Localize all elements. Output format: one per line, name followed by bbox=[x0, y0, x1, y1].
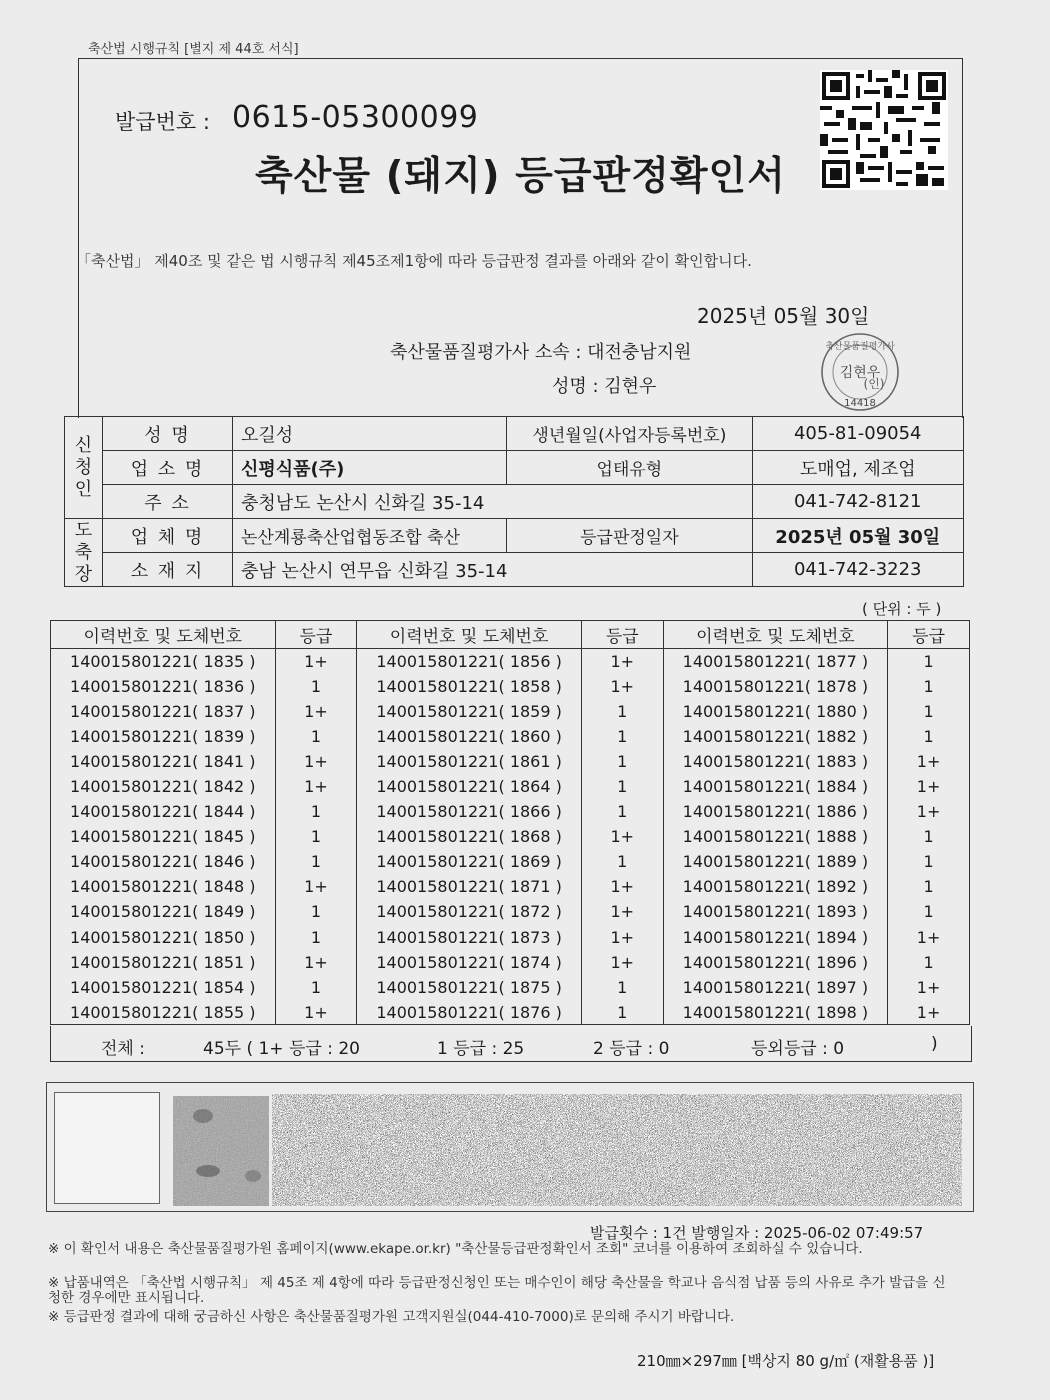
trace-number-cell: 140015801221( 1889 ) bbox=[663, 849, 888, 874]
business-type-label: 업태유형 bbox=[507, 451, 752, 485]
table-row bbox=[51, 649, 970, 674]
grade-cell: 1 bbox=[275, 799, 357, 824]
trace-number-cell: 140015801221( 1851 ) bbox=[51, 950, 276, 975]
security-pattern-noise bbox=[272, 1094, 962, 1206]
grade-cell: 1 bbox=[581, 849, 663, 874]
trace-number-cell: 140015801221( 1880 ) bbox=[663, 699, 888, 724]
official-seal-icon bbox=[818, 330, 902, 414]
table-row bbox=[51, 799, 970, 824]
trace-number-cell: 140015801221( 1878 ) bbox=[663, 674, 888, 699]
grade-cell: 1 bbox=[581, 799, 663, 824]
table-row bbox=[51, 674, 970, 699]
grade-cell: 1 bbox=[581, 1000, 663, 1025]
trace-number-cell: 140015801221( 1882 ) bbox=[663, 724, 888, 749]
grade-cell: 1 bbox=[888, 950, 970, 975]
trace-number-cell: 140015801221( 1858 ) bbox=[357, 674, 582, 699]
grade-cell: 1+ bbox=[581, 899, 663, 924]
table-row bbox=[51, 824, 970, 849]
grade-cell: 1 bbox=[581, 724, 663, 749]
slaughterhouse-company: 논산계룡축산업협동조합 축산 bbox=[233, 519, 507, 553]
applicant-info-table bbox=[64, 416, 964, 587]
seal-mark: (인) bbox=[863, 377, 885, 391]
grade-cell: 1 bbox=[581, 774, 663, 799]
slaughterhouse-side-label: 도 축 장 bbox=[65, 519, 103, 587]
trace-number-cell: 140015801221( 1897 ) bbox=[663, 975, 888, 1000]
col-grade-2: 등급 bbox=[581, 621, 663, 649]
table-row bbox=[51, 925, 970, 950]
trace-number-cell: 140015801221( 1896 ) bbox=[663, 950, 888, 975]
issue-date: 2025년 05월 30일 bbox=[697, 304, 870, 328]
seal-number: 14418 bbox=[844, 398, 876, 409]
trace-number-cell: 140015801221( 1844 ) bbox=[51, 799, 276, 824]
trace-number-cell: 140015801221( 1849 ) bbox=[51, 899, 276, 924]
trace-number-cell: 140015801221( 1893 ) bbox=[663, 899, 888, 924]
grade-cell: 1 bbox=[275, 824, 357, 849]
evaluator-name: 성명 : 김현우 bbox=[552, 376, 657, 397]
trace-number-cell: 140015801221( 1868 ) bbox=[357, 824, 582, 849]
trace-number-cell: 140015801221( 1898 ) bbox=[663, 1000, 888, 1025]
grade-cell: 1+ bbox=[888, 774, 970, 799]
table-row bbox=[51, 849, 970, 874]
trace-number-cell: 140015801221( 1860 ) bbox=[357, 724, 582, 749]
security-pattern-photo bbox=[173, 1096, 269, 1206]
totals-grade1: 1 등급 : 25 bbox=[437, 1039, 525, 1059]
evaluator-affiliation: 축산물품질평가사 소속 : 대전충남지원 bbox=[390, 342, 692, 363]
trace-number-cell: 140015801221( 1837 ) bbox=[51, 699, 276, 724]
name-label: 성 명 bbox=[103, 417, 233, 451]
grade-cell: 1 bbox=[275, 849, 357, 874]
applicant-side-label: 신 청 인 bbox=[65, 417, 103, 519]
trace-number-cell: 140015801221( 1875 ) bbox=[357, 975, 582, 1000]
trace-number-cell: 140015801221( 1871 ) bbox=[357, 874, 582, 899]
trace-number-cell: 140015801221( 1850 ) bbox=[51, 925, 276, 950]
address-label: 주 소 bbox=[103, 485, 233, 519]
qr-code-icon bbox=[820, 70, 948, 190]
trace-number-cell: 140015801221( 1855 ) bbox=[51, 1000, 276, 1025]
totals-row bbox=[50, 1026, 972, 1062]
totals-close: ) bbox=[931, 1034, 938, 1054]
trace-number-cell: 140015801221( 1859 ) bbox=[357, 699, 582, 724]
grade-cell: 1 bbox=[888, 824, 970, 849]
grade-cell: 1 bbox=[888, 699, 970, 724]
business-type: 도매업, 제조업 bbox=[752, 451, 964, 485]
col-trace-2: 이력번호 및 도체번호 bbox=[357, 621, 582, 649]
business-name-label: 업 소 명 bbox=[103, 451, 233, 485]
grade-cell: 1 bbox=[888, 674, 970, 699]
grade-cell: 1 bbox=[275, 724, 357, 749]
grade-cell: 1+ bbox=[275, 950, 357, 975]
grade-cell: 1 bbox=[888, 649, 970, 674]
grade-cell: 1 bbox=[888, 724, 970, 749]
grade-cell: 1+ bbox=[581, 874, 663, 899]
grade-cell: 1+ bbox=[275, 699, 357, 724]
issue-number: 0615-05300099 bbox=[232, 100, 479, 135]
trace-number-cell: 140015801221( 1836 ) bbox=[51, 674, 276, 699]
trace-number-cell: 140015801221( 1869 ) bbox=[357, 849, 582, 874]
issue-number-label: 발급번호 : bbox=[115, 110, 210, 134]
table-row bbox=[51, 950, 970, 975]
trace-number-cell: 140015801221( 1839 ) bbox=[51, 724, 276, 749]
table-row bbox=[51, 774, 970, 799]
col-grade-1: 등급 bbox=[275, 621, 357, 649]
table-row bbox=[51, 724, 970, 749]
grade-table bbox=[50, 620, 970, 1025]
trace-number-cell: 140015801221( 1848 ) bbox=[51, 874, 276, 899]
trace-number-cell: 140015801221( 1873 ) bbox=[357, 925, 582, 950]
trace-number-cell: 140015801221( 1854 ) bbox=[51, 975, 276, 1000]
grade-cell: 1 bbox=[275, 674, 357, 699]
note-inquiry: ※ 이 확인서 내용은 축산물품질평가원 홈페이지(www.ekape.or.kr) "축산물등급판정확인서 조회" 코너를 이용하여 조회하실 수 있습니다. bbox=[48, 1241, 863, 1257]
grade-cell: 1 bbox=[888, 899, 970, 924]
trace-number-cell: 140015801221( 1841 ) bbox=[51, 749, 276, 774]
grade-cell: 1+ bbox=[581, 649, 663, 674]
col-grade-3: 등급 bbox=[888, 621, 970, 649]
slaughterhouse-phone: 041-742-3223 bbox=[752, 553, 964, 587]
grade-cell: 1+ bbox=[275, 1000, 357, 1025]
seal-name: 김현우 bbox=[839, 365, 881, 381]
grade-cell: 1 bbox=[888, 874, 970, 899]
table-row bbox=[51, 749, 970, 774]
applicant-phone: 041-742-8121 bbox=[752, 485, 964, 519]
grade-cell: 1+ bbox=[581, 925, 663, 950]
paper-spec: 210㎜×297㎜ [백상지 80 g/㎡ (재활용품 )] bbox=[637, 1352, 935, 1370]
col-trace-1: 이력번호 및 도체번호 bbox=[51, 621, 276, 649]
grade-cell: 1+ bbox=[888, 749, 970, 774]
grade-cell: 1+ bbox=[581, 674, 663, 699]
trace-number-cell: 140015801221( 1842 ) bbox=[51, 774, 276, 799]
unit-label: ( 단위 : 두 ) bbox=[862, 600, 942, 618]
applicant-name: 오길성 bbox=[233, 417, 507, 451]
trace-number-cell: 140015801221( 1892 ) bbox=[663, 874, 888, 899]
trace-number-cell: 140015801221( 1861 ) bbox=[357, 749, 582, 774]
totals-label: 전체 : bbox=[101, 1039, 145, 1059]
table-row bbox=[51, 874, 970, 899]
trace-number-cell: 140015801221( 1866 ) bbox=[357, 799, 582, 824]
totals-grade2: 2 등급 : 0 bbox=[593, 1039, 670, 1059]
grading-date-label: 등급판정일자 bbox=[507, 519, 752, 553]
grade-cell: 1 bbox=[581, 699, 663, 724]
applicant-address: 충청남도 논산시 신화길 35-14 bbox=[233, 485, 753, 519]
note-delivery: ※ 납품내역은 「축산법 시행규칙」 제 45조 제 4항에 따라 등급판정신청인 또는 매수인이 해당 축산물을 학교나 음식점 납품 등의 사유로 추가 발급을 신청한 경우에만 표시됩니다. bbox=[48, 1275, 946, 1306]
trace-number-cell: 140015801221( 1856 ) bbox=[357, 649, 582, 674]
trace-number-cell: 140015801221( 1894 ) bbox=[663, 925, 888, 950]
grade-cell: 1+ bbox=[275, 874, 357, 899]
trace-number-cell: 140015801221( 1877 ) bbox=[663, 649, 888, 674]
slaughterhouse-location: 충남 논산시 연무읍 신화길 35-14 bbox=[233, 553, 753, 587]
trace-number-cell: 140015801221( 1864 ) bbox=[357, 774, 582, 799]
col-trace-3: 이력번호 및 도체번호 bbox=[663, 621, 888, 649]
document-title: 축산물 (돼지) 등급판정확인서 bbox=[255, 154, 786, 199]
grade-cell: 1+ bbox=[581, 824, 663, 849]
grade-cell: 1+ bbox=[888, 1000, 970, 1025]
grade-cell: 1+ bbox=[275, 649, 357, 674]
table-row bbox=[51, 899, 970, 924]
grade-cell: 1 bbox=[581, 749, 663, 774]
trace-number-cell: 140015801221( 1888 ) bbox=[663, 824, 888, 849]
table-row bbox=[51, 699, 970, 724]
trace-number-cell: 140015801221( 1876 ) bbox=[357, 1000, 582, 1025]
grade-cell: 1+ bbox=[275, 749, 357, 774]
grade-cell: 1+ bbox=[888, 925, 970, 950]
grade-cell: 1+ bbox=[888, 975, 970, 1000]
location-label: 소 재 지 bbox=[103, 553, 233, 587]
grade-cell: 1 bbox=[275, 899, 357, 924]
blank-box bbox=[54, 1092, 160, 1204]
grade-cell: 1+ bbox=[581, 950, 663, 975]
grade-cell: 1 bbox=[275, 975, 357, 1000]
issue-count-and-date: 발급횟수 : 1건 발행일자 : 2025-06-02 07:49:57 bbox=[590, 1224, 924, 1242]
birth-label: 생년월일(사업자등록번호) bbox=[507, 417, 752, 451]
grade-cell: 1 bbox=[888, 849, 970, 874]
registration-number: 405-81-09054 bbox=[752, 417, 964, 451]
table-row bbox=[51, 1000, 970, 1025]
trace-number-cell: 140015801221( 1886 ) bbox=[663, 799, 888, 824]
grading-date: 2025년 05월 30일 bbox=[752, 519, 964, 553]
business-name: 신평식품(주) bbox=[233, 451, 507, 485]
trace-number-cell: 140015801221( 1883 ) bbox=[663, 749, 888, 774]
table-row bbox=[51, 975, 970, 1000]
grade-cell: 1+ bbox=[888, 799, 970, 824]
form-number: 축산법 시행규칙 [별지 제 44호 서식] bbox=[88, 42, 299, 57]
trace-number-cell: 140015801221( 1846 ) bbox=[51, 849, 276, 874]
company-label: 업 체 명 bbox=[103, 519, 233, 553]
note-contact: ※ 등급판정 결과에 대해 궁금하신 사항은 축산물품질평가원 고객지원실(044-410-7000)로 문의해 주시기 바랍니다. bbox=[48, 1309, 735, 1325]
seal-org: 축산물품질평가사 bbox=[825, 342, 895, 352]
trace-number-cell: 140015801221( 1845 ) bbox=[51, 824, 276, 849]
grade-cell: 1 bbox=[275, 925, 357, 950]
grade-cell: 1 bbox=[581, 975, 663, 1000]
grade-table-body bbox=[51, 649, 970, 1025]
trace-number-cell: 140015801221( 1874 ) bbox=[357, 950, 582, 975]
grade-cell: 1+ bbox=[275, 774, 357, 799]
trace-number-cell: 140015801221( 1835 ) bbox=[51, 649, 276, 674]
legal-statement: 「축산법」 제40조 및 같은 법 시행규칙 제45조제1항에 따라 등급판정 결과를 아래와 같이 확인합니다. bbox=[76, 252, 752, 270]
totals-count: 45두 ( 1+ 등급 : 20 bbox=[203, 1039, 360, 1059]
trace-number-cell: 140015801221( 1872 ) bbox=[357, 899, 582, 924]
trace-number-cell: 140015801221( 1884 ) bbox=[663, 774, 888, 799]
totals-out-of-grade: 등외등급 : 0 bbox=[751, 1039, 845, 1059]
